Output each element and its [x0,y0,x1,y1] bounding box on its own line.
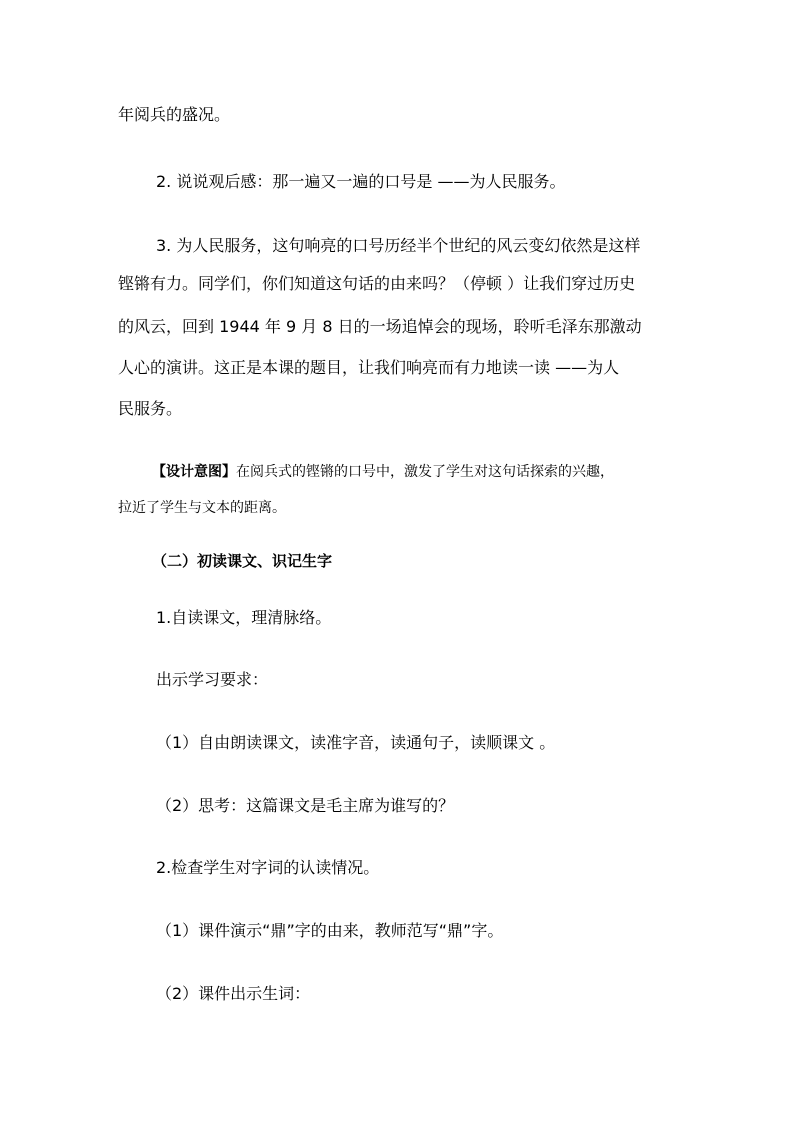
step-1: 1.自读课文，理清脉络。 [156,608,332,627]
design-intent-text: 在阅兵式的铿锵的口号中，激发了学生对这句话探索的兴趣， [236,464,614,480]
design-intent-tag: 【设计意图】 [152,464,236,480]
design-intent-line-1 [152,461,614,483]
step-2: 2.检查学生对字词的认读情况。 [156,858,380,877]
paragraph-continuation: 年阅兵的盛况。 [118,105,231,124]
paragraph-step-3-line-4: 人心的演讲。这正是本课的题目，让我们响亮而有力地读一读 ——为人 [118,358,620,377]
section-heading: （二）初读课文、识记生字 [152,552,333,570]
requirement-2: （2）思考：这篇课文是毛主席为谁写的？ [156,796,455,815]
requirements-title: 出示学习要求： [156,670,269,689]
paragraph-step-3-line-2: 铿锵有力。同学们，你们知道这句话的由来吗？（停顿 ）让我们穿过历史 [118,274,636,293]
paragraph-step-3-line-1: 3. 为人民服务，这句响亮的口号历经半个世纪的风云变幻依然是这样 [156,236,641,255]
paragraph-step-3-line-5: 民服务。 [118,399,183,418]
check-2: （2）课件出示生词： [156,984,311,1003]
paragraph-step-2: 2. 说说观后感：那一遍又一遍的口号是 ——为人民服务。 [156,172,566,191]
design-intent-line-2: 拉近了学生与文本的距离。 [118,500,286,516]
requirement-1: （1）自由朗读课文，读准字音，读通句子，读顺课文 。 [156,733,556,752]
check-1: （1）课件演示“鼎”字的由来，教师范写“鼎”字。 [156,921,504,940]
paragraph-step-3-line-3: 的风云，回到 1944 年 9 月 8 日的一场追悼会的现场，聆听毛泽东那激动 [118,317,642,336]
